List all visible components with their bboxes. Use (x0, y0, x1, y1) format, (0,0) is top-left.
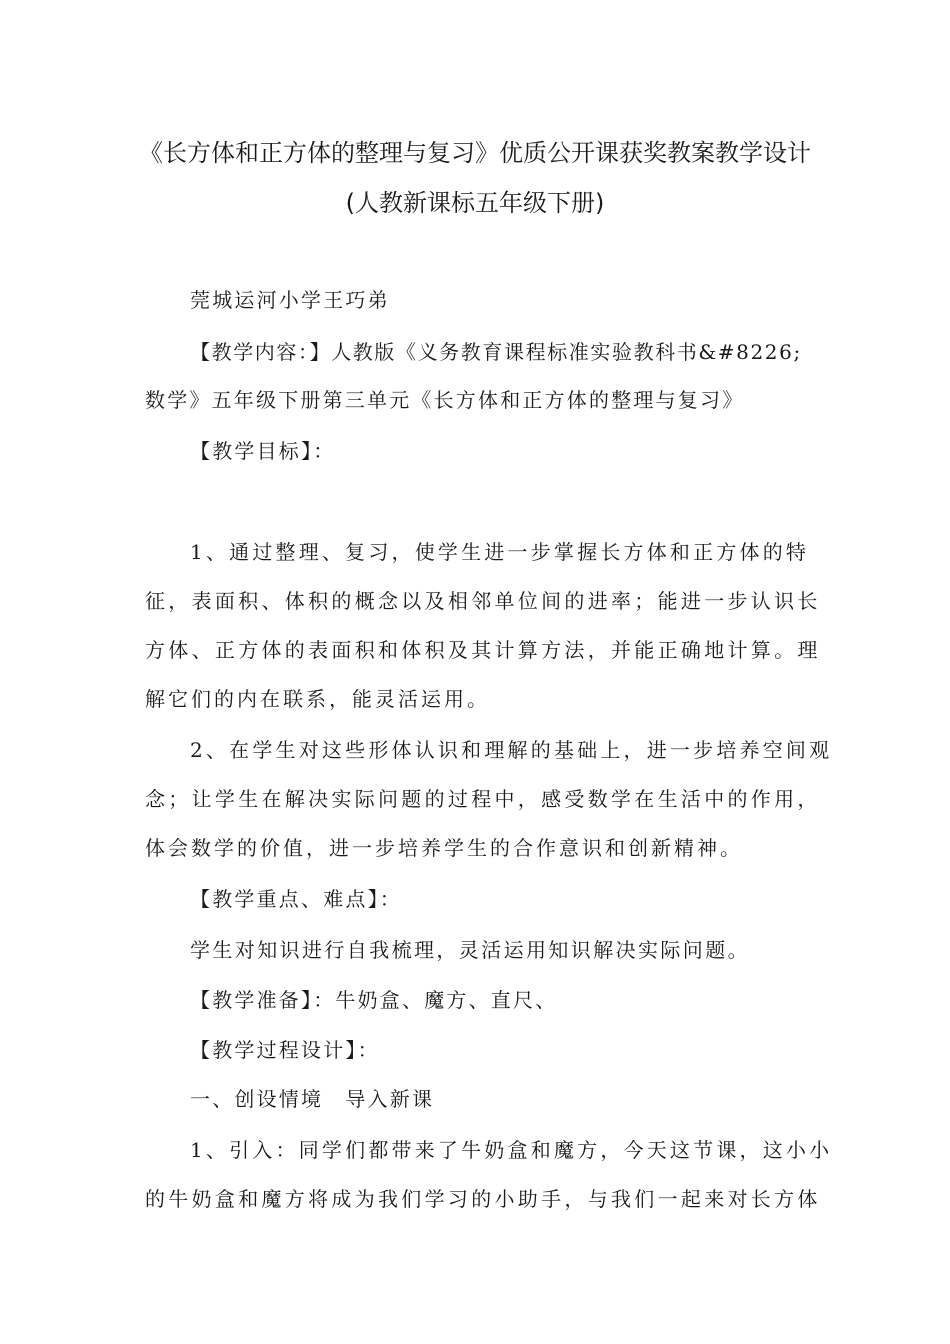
paragraph-line: 2、在学生对这些形体认识和理解的基础上，进一步培养空间观 (190, 738, 833, 762)
paragraph-line: 解它们的内在联系，能灵活运用。 (145, 687, 490, 711)
preparation-line: 【教学准备】：牛奶盒、魔方、直尺、 (190, 988, 558, 1012)
paragraph-line: 的牛奶盒和魔方将成为我们学习的小助手，与我们一起来对长方体 (145, 1187, 821, 1211)
paragraph-line: 体会数学的价值，进一步培养学生的合作意识和创新精神。 (145, 836, 743, 860)
paragraph-line: 1、引入：同学们都带来了牛奶盒和魔方，今天这节课，这小小 (190, 1138, 833, 1162)
paragraph-line: 征，表面积、体积的概念以及相邻单位间的进率；能进一步认识长 (145, 589, 821, 613)
content-line: 数学》五年级下册第三单元《长方体和正方体的整理与复习》 (145, 388, 745, 412)
paragraph-line: 念；让学生在解决实际问题的过程中，感受数学在生活中的作用， (145, 787, 821, 811)
paragraph-line: 1、通过整理、复习，使学生进一步掌握长方体和正方体的特 (190, 540, 810, 564)
paragraph-line: 方体、正方体的表面积和体积及其计算方法，并能正确地计算。理 (145, 638, 821, 662)
author-line: 莞城运河小学王巧弟 (190, 288, 390, 312)
paragraph-line: 学生对知识进行自我梳理，灵活运用知识解决实际问题。 (190, 938, 750, 962)
document-title: 《长方体和正方体的整理与复习》优质公开课获奖教案教学设计 (139, 139, 811, 167)
document-subtitle: (人教新课标五年级下册) (345, 189, 605, 217)
objectives-heading: 【教学目标】： (190, 439, 336, 463)
content-heading-line: 【教学内容：】人教版《义务教育课程标准实验教科书&#8226; (190, 340, 802, 364)
keypoints-heading: 【教学重点、难点】： (190, 887, 402, 911)
section-heading: 一、创设情境 导入新课 (190, 1087, 435, 1111)
process-heading: 【教学过程设计】： (190, 1038, 380, 1062)
